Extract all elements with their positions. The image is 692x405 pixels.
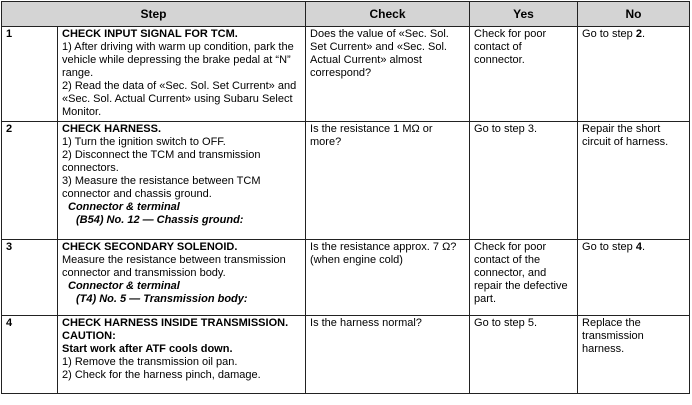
- no-step-link[interactable]: 4: [635, 241, 642, 253]
- step-title: CHECK INPUT SIGNAL FOR TCM.: [62, 28, 238, 40]
- caution-text: Start work after ATF cools down.: [62, 343, 233, 355]
- header-check: Check: [306, 2, 470, 27]
- header-no: No: [578, 2, 690, 27]
- connector-value: (B54) No. 12 — Chassis ground:: [76, 214, 244, 226]
- yes-cell: Go to step 3.: [470, 122, 578, 240]
- step-instruction: 1) Remove the transmission oil pan.: [62, 356, 238, 368]
- step-instruction: 2) Check for the harness pinch, damage.: [62, 369, 261, 381]
- step-number: 4: [2, 316, 58, 394]
- connector-heading: Connector & terminal: [68, 201, 180, 213]
- no-suffix: .: [641, 241, 646, 253]
- no-cell: [578, 240, 690, 316]
- step-instruction: 1) Turn the ignition switch to OFF.: [62, 136, 226, 148]
- no-cell: [578, 27, 690, 122]
- step-cell: [58, 122, 306, 240]
- connector-value: (T4) No. 5 — Transmission body:: [76, 293, 248, 305]
- yes-cell: Go to step 5.: [470, 316, 578, 394]
- no-suffix: .: [641, 28, 646, 40]
- check-cell: Is the resistance approx. 7 Ω? (when engine cold): [306, 240, 470, 316]
- no-cell: Replace the transmission harness.: [578, 316, 690, 394]
- no-prefix: Go to step: [582, 241, 636, 253]
- table-row: [2, 240, 690, 316]
- step-cell: [58, 240, 306, 316]
- step-title: CHECK HARNESS INSIDE TRANSMISSION.: [62, 317, 289, 329]
- no-cell: Repair the short circuit of harness.: [578, 122, 690, 240]
- yes-cell: Check for poor contact of the connector, and repair the defective part.: [470, 240, 578, 316]
- header-row: [2, 2, 690, 27]
- step-number: 3: [2, 240, 58, 316]
- step-instruction: 3) Measure the resistance between TCM connector and chassis ground.: [62, 175, 261, 200]
- yes-cell: Check for poor contact of connector.: [470, 27, 578, 122]
- diagnostic-table: [1, 1, 690, 394]
- step-cell: [58, 27, 306, 122]
- step-title: CHECK HARNESS.: [62, 123, 162, 135]
- step-number: 2: [2, 122, 58, 240]
- connector-heading: Connector & terminal: [68, 280, 180, 292]
- header-step: Step: [2, 2, 306, 27]
- table-row: [2, 27, 690, 122]
- caution-label: CAUTION:: [62, 330, 116, 342]
- step-instruction: 2) Disconnect the TCM and transmission connectors.: [62, 149, 261, 174]
- step-instruction: 1) After driving with warm up condition, park the vehicle while depressing the brake pedal at “N” range.: [62, 41, 294, 79]
- check-cell: Is the harness normal?: [306, 316, 470, 394]
- step-number: 1: [2, 27, 58, 122]
- no-step-link[interactable]: 2: [635, 28, 642, 40]
- no-prefix: Go to step: [582, 28, 636, 40]
- step-title: CHECK SECONDARY SOLENOID.: [62, 241, 238, 253]
- table-row: [2, 316, 690, 394]
- table-row: [2, 122, 690, 240]
- step-cell: [58, 316, 306, 394]
- step-instruction: Measure the resistance between transmission connector and transmission body.: [62, 254, 286, 279]
- header-yes: Yes: [470, 2, 578, 27]
- step-instruction: 2) Read the data of «Sec. Sol. Set Current» and «Sec. Sol. Actual Current» using Subaru Select Monitor.: [62, 80, 297, 118]
- check-cell: Does the value of «Sec. Sol. Set Current» and «Sec. Sol. Actual Current» almost correspond?: [306, 27, 470, 122]
- check-cell: Is the resistance 1 MΩ or more?: [306, 122, 470, 240]
